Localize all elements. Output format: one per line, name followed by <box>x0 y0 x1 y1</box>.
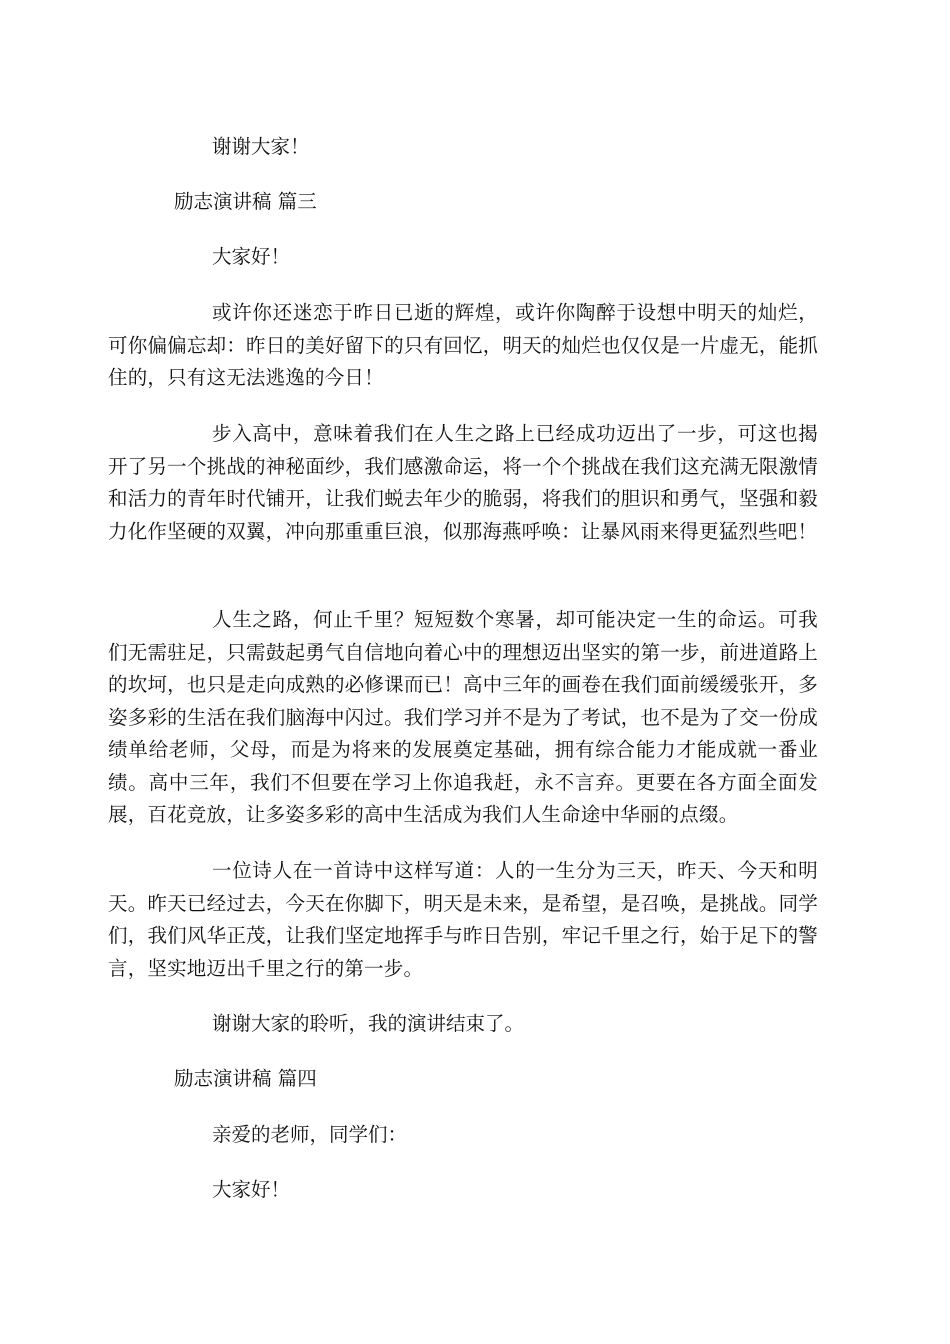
body-paragraph-2: 步入高中，意味着我们在人生之路上已经成功迈出了一步，可这也揭开了另一个挑战的神秘面纱，我们感激命运，将一个个挑战在我们这充满无限激情和活力的青年时代铺开，让我们蜕去年少的脆弱，将我们的胆识和勇气，坚强和毅力化作坚硬的双翼，冲向那重重巨浪，似那海燕呼唤：让暴风雨来得更猛烈些吧！ <box>108 422 818 543</box>
greeting-line: 大家好！ <box>212 245 291 268</box>
closing-line: 谢谢大家！ <box>212 135 310 158</box>
section-heading-4: 励志演讲稿 篇四 <box>174 1067 317 1090</box>
closing-line: 谢谢大家的聆听，我的演讲结束了。 <box>212 1012 525 1035</box>
body-paragraph-1: 或许你还迷恋于昨日已逝的辉煌，或许你陶醉于设想中明天的灿烂，可你偏偏忘却：昨日的美好留下的只有回忆，明天的灿烂也仅仅是一片虚无，能抓住的，只有这无法逃逸的今日！ <box>108 301 818 389</box>
greeting-line: 大家好！ <box>212 1178 291 1201</box>
salutation-line: 亲爱的老师，同学们： <box>212 1123 408 1146</box>
body-paragraph-3: 人生之路，何止千里？短短数个寒暑，却可能决定一生的命运。可我们无需驻足，只需鼓起勇气自信地向着心中的理想迈出坚实的第一步，前进道路上的坎坷，也只是走向成熟的必修课而已！高中三年的画卷在我们面前缓缓张开，多姿多彩的生活在我们脑海中闪过。我们学习并不是为了考试，也不是为了交一份成绩单给老师，父母，而是为将来的发展奠定基础，拥有综合能力才能成就一番业绩。高中三年，我们不但要在学习上你追我赶，永不言弃。更要在各方面全面发展，百花竞放，让多姿多彩的高中生活成为我们人生命途中华丽的点缀。 <box>108 608 818 826</box>
body-paragraph-4: 一位诗人在一首诗中这样写道：人的一生分为三天，昨天、今天和明天。昨天已经过去，今天在你脚下，明天是未来，是希望，是召唤，是挑战。同学们，我们风华正茂，让我们坚定地挥手与昨日告别，牢记千里之行，始于足下的警言，坚实地迈出千里之行的第一步。 <box>108 859 818 980</box>
section-heading-3: 励志演讲稿 篇三 <box>174 190 317 213</box>
